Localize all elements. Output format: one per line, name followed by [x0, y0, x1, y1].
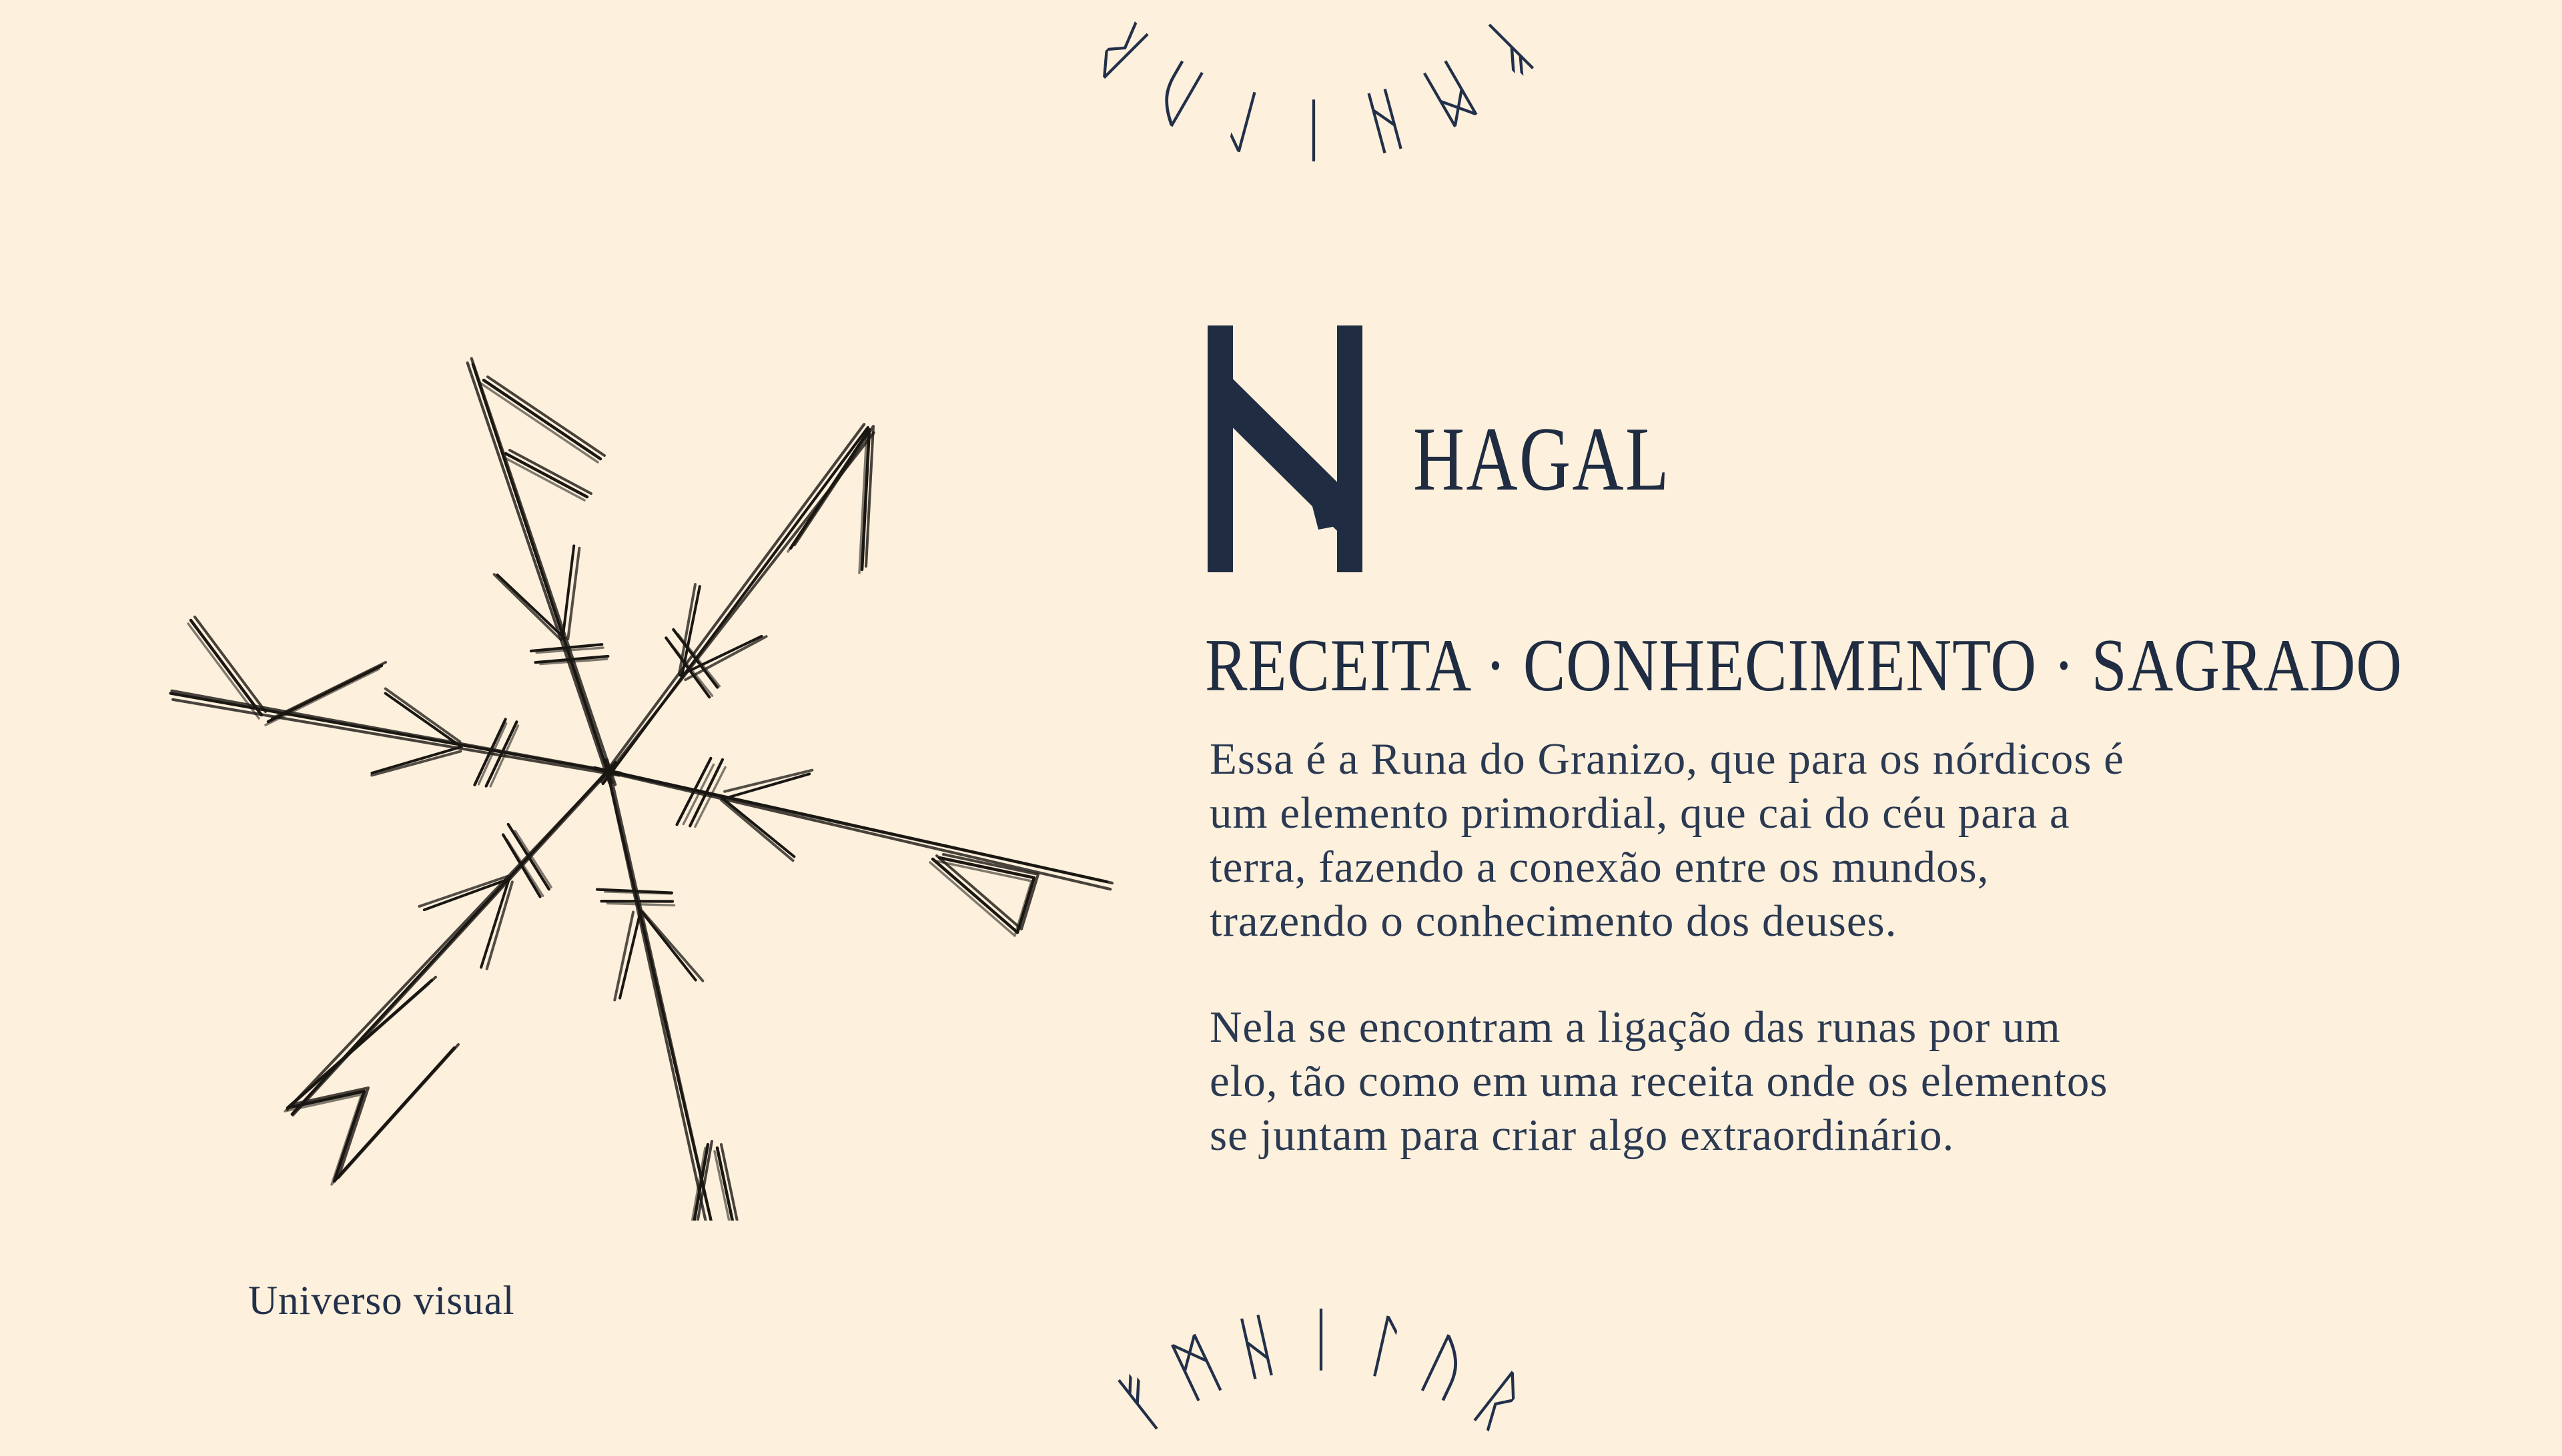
runic-letter: ᛗ: [1412, 48, 1489, 140]
rune-keywords: RECEITA · CONHECIMENTO · SAGRADO: [1205, 624, 2403, 707]
runic-letter: ᚺ: [1354, 77, 1416, 167]
runic-letter: ᚠ: [1100, 1356, 1184, 1446]
bindrune-sketch-illustration: [133, 287, 1134, 1221]
hagalaz-rune-glyph: [1208, 325, 1362, 572]
runic-letter: ᚱ: [1458, 1356, 1542, 1446]
runic-letter: ᛁ: [1300, 1299, 1342, 1380]
runic-letter: ᚢ: [1138, 48, 1216, 140]
runic-letter: ᚠ: [1463, 7, 1551, 95]
runic-letter: ᛁ: [1292, 90, 1335, 171]
runic-letter: ᛗ: [1160, 1321, 1233, 1413]
runic-letter: ᚺ: [1228, 1302, 1287, 1391]
runic-letter: ᚱ: [1076, 7, 1164, 95]
runic-letter: ᚢ: [1409, 1321, 1482, 1413]
rune-description-paragraph-2: Nela se encontram a ligação das runas por um elo, tão como em uma receita onde os elementos se juntam para criar algo extraordinário.: [1210, 1002, 2108, 1160]
rune-title: HAGAL: [1413, 408, 1671, 510]
rune-description-paragraph-1: Essa é a Runa do Granizo, que para os nórdicos é um elemento primordial, que cai do céu para a terra, fazendo a conexão entre os mundos, trazendo o conhecimento dos deuses.: [1210, 734, 2124, 946]
runic-letter: ᛚ: [1355, 1302, 1414, 1391]
footer-label: Universo visual: [248, 1279, 515, 1323]
runic-letter: ᛚ: [1212, 77, 1274, 167]
